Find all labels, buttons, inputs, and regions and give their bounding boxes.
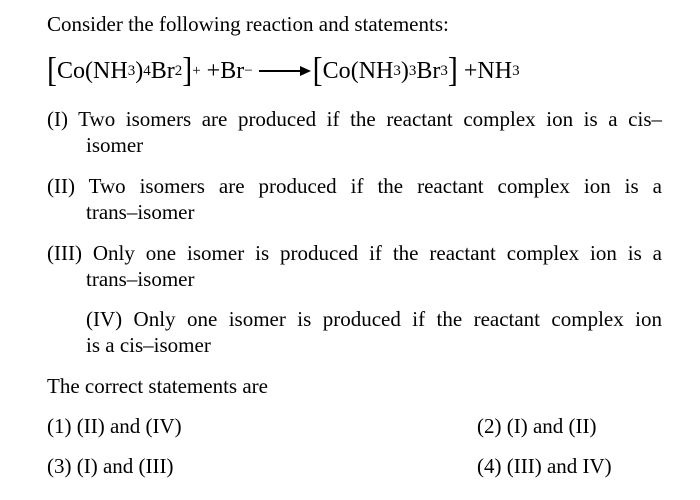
statement-2-line-2: trans–isomer	[86, 200, 195, 224]
product-bracket-right: ]	[447, 51, 458, 90]
product-ammine: NH	[358, 58, 394, 84]
product-paren-left: (	[350, 58, 359, 84]
product-plus-sign: +	[463, 58, 478, 84]
bracket-right: ]	[182, 51, 193, 90]
product-bracket-left: [	[312, 51, 323, 90]
statement-3-line-1: (III) Only one isomer is produced if the reactant complex ion is a	[47, 241, 662, 265]
bracket-left: [	[47, 51, 57, 90]
option-3[interactable]: (3) (I) and (III)	[47, 454, 174, 478]
statement-4-line-2: is a cis–isomer	[86, 333, 211, 357]
product-paren-right: )	[400, 58, 409, 84]
reaction-arrow	[259, 64, 311, 78]
statement-1-line-1: (I) Two isomers are produced if the reactant complex ion is a cis–	[47, 107, 662, 131]
bromide-ion: Br	[220, 58, 245, 84]
question-intro: Consider the following reaction and statements:	[47, 12, 449, 36]
paren-left: (	[85, 58, 94, 84]
plus-sign: +	[206, 58, 221, 84]
option-2[interactable]: (2) (I) and (II)	[477, 414, 597, 438]
question-prompt: The correct statements are	[47, 374, 268, 398]
product-bromide: Br	[416, 58, 441, 84]
ammonia: NH	[477, 58, 513, 84]
statement-3-line-2: trans–isomer	[86, 267, 195, 291]
option-1[interactable]: (1) (II) and (IV)	[47, 414, 182, 438]
bromide-ligand: Br	[150, 58, 175, 84]
reaction-equation: [ Co ( NH 3 ) 4 Br 2 ] + + Br − [ Co ( NH 3 ) 3 Br 3 ] + NH 3	[47, 51, 520, 90]
product-cobalt: Co	[322, 58, 351, 84]
statement-4-line-1: (IV) Only one isomer is produced if the reactant complex ion	[86, 307, 662, 331]
paren-right: )	[135, 58, 144, 84]
ammine: NH	[93, 58, 128, 84]
statement-2-line-1: (II) Two isomers are produced if the reactant complex ion is a	[47, 174, 662, 198]
cobalt: Co	[57, 58, 86, 84]
option-4[interactable]: (4) (III) and IV)	[477, 454, 612, 478]
statement-1-line-2: isomer	[86, 133, 144, 157]
